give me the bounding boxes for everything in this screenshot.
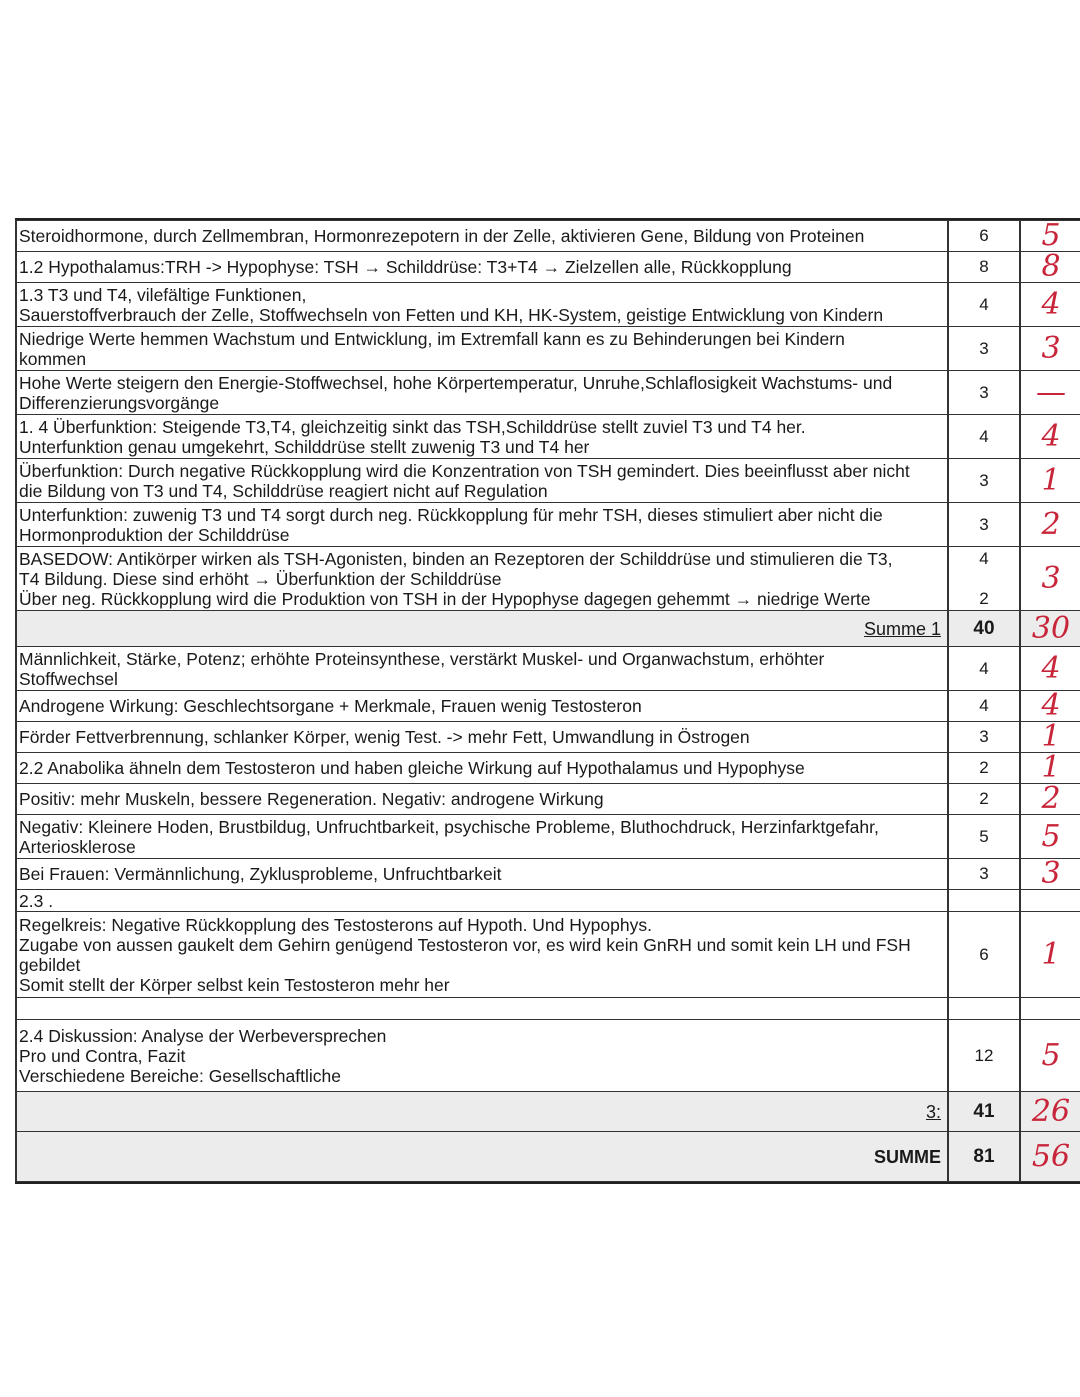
item-text	[16, 784, 948, 815]
awarded-points: 8	[1020, 252, 1080, 283]
table-row	[16, 252, 1080, 283]
max-points-value: 3	[979, 514, 989, 534]
max-points	[948, 859, 1020, 890]
max-points	[948, 722, 1020, 753]
table-row	[16, 327, 1080, 371]
item-line: Förder Fettverbrennung, schlanker Körper, wenig Test. -> mehr Fett, Umwandlung in Östrogen	[19, 727, 750, 747]
sum-max-3: 41	[948, 1092, 1020, 1132]
awarded-points: 1	[1020, 722, 1080, 753]
item-text	[16, 221, 948, 252]
item-text	[16, 459, 948, 503]
item-line: gebildet	[19, 954, 81, 975]
max-points-value: 4	[979, 294, 989, 314]
item-line: T4 Bildung. Diese sind erhöht → Überfunktion der Schilddrüse	[19, 568, 502, 589]
item-text	[16, 547, 948, 611]
item-line: 2.4 Diskussion: Analyse der Werbeversprechen	[19, 1025, 387, 1046]
item-text	[16, 327, 948, 371]
table-row	[16, 859, 1080, 890]
max-points	[948, 784, 1020, 815]
max-points-value: 8	[979, 257, 989, 276]
item-text	[16, 1020, 948, 1092]
grading-sheet	[15, 218, 1080, 1184]
item-text	[16, 415, 948, 459]
table-row	[16, 691, 1080, 722]
item-line: die Bildung von T3 und T4, Schilddrüse reagiert nicht auf Regulation	[19, 480, 548, 501]
item-text	[16, 691, 948, 722]
max-points-value: 6	[979, 226, 989, 245]
item-line	[19, 999, 945, 1019]
item-line: 2.3 .	[19, 890, 54, 911]
max-points	[948, 547, 1020, 611]
max-points-value: 3	[979, 470, 989, 490]
item-line: Stoffwechsel	[19, 668, 118, 689]
item-text	[16, 647, 948, 691]
max-points-value: 3	[979, 382, 989, 402]
max-points	[948, 415, 1020, 459]
awarded-points	[1020, 890, 1080, 912]
max-points	[948, 998, 1020, 1020]
awarded-points	[1020, 998, 1080, 1020]
item-line: Niedrige Werte hemmen Wachstum und Entwicklung, im Extremfall kann es zu Behinderungen bei Kindern	[19, 328, 845, 349]
awarded-points: 4	[1020, 691, 1080, 722]
item-line: Arteriosklerose	[19, 836, 136, 857]
item-line: kommen	[19, 348, 87, 369]
max-points	[948, 371, 1020, 415]
grading-table	[15, 220, 1080, 1182]
table-row	[16, 784, 1080, 815]
table-row	[16, 815, 1080, 859]
awarded-points: 4	[1020, 415, 1080, 459]
max-points	[948, 327, 1020, 371]
item-text	[16, 890, 948, 912]
totals	[16, 1092, 1080, 1182]
awarded-points: 2	[1020, 784, 1080, 815]
awarded-points: —	[1020, 371, 1080, 415]
max-points-value: 3	[979, 338, 989, 358]
item-line: 1.3 T3 und T4, vilefältige Funktionen,	[19, 284, 307, 305]
item-line: Differenzierungsvorgänge	[19, 392, 220, 413]
item-line: Zugabe von aussen gaukelt dem Gehirn genügend Testosteron vor, es wird kein GnRH und somit kein LH und FSH	[19, 934, 911, 955]
item-line: Über neg. Rückkopplung wird die Produktion von TSH in der Hypophyse dagegen gehemmt → niedrige Werte	[19, 588, 871, 609]
awarded-points: 1	[1020, 753, 1080, 784]
sum-score-1: 30	[1020, 611, 1080, 647]
max-points	[948, 647, 1020, 691]
item-line: Positiv: mehr Muskeln, bessere Regeneration. Negativ: androgene Wirkung	[19, 789, 604, 809]
sum-score-3: 26	[1020, 1092, 1080, 1132]
awarded-points: 2	[1020, 503, 1080, 547]
max-points	[948, 252, 1020, 283]
awarded-points: 1	[1020, 912, 1080, 998]
max-points	[948, 503, 1020, 547]
awarded-points: 1	[1020, 459, 1080, 503]
section-1-rows	[16, 218, 1080, 611]
table-row	[16, 547, 1080, 611]
sum-row-total	[16, 1132, 1080, 1182]
item-line: Sauerstoffverbrauch der Zelle, Stoffwechseln von Fetten und KH, HK-System, geistige Entwicklung von Kindern	[19, 304, 884, 325]
sum-label-1: Summe 1	[863, 618, 941, 639]
table-row	[16, 1020, 1080, 1092]
max-points-value: 4	[979, 426, 989, 446]
item-line: Androgene Wirkung: Geschlechtsorgane + Merkmale, Frauen wenig Testosteron	[19, 696, 642, 716]
awarded-points: 4	[1020, 647, 1080, 691]
sum-label-3: 3:	[925, 1101, 941, 1122]
awarded-points: 3	[1020, 327, 1080, 371]
max-points	[948, 815, 1020, 859]
item-text	[16, 998, 948, 1020]
awarded-points: 4	[1020, 283, 1080, 327]
item-line: Hormonproduktion der Schilddrüse	[19, 524, 290, 545]
awarded-points: 3	[1020, 547, 1080, 611]
table-row	[16, 753, 1080, 784]
table-row	[16, 998, 1080, 1020]
max-points	[948, 890, 1020, 912]
max-points-value: 6	[979, 944, 989, 964]
item-text	[16, 912, 948, 998]
sum-label-total: SUMME	[874, 1146, 941, 1167]
awarded-points: 5	[1020, 815, 1080, 859]
item-text	[16, 722, 948, 753]
awarded-points: 5	[1020, 1020, 1080, 1092]
item-line: Unterfunktion: zuwenig T3 und T4 sorgt durch neg. Rückkopplung für mehr TSH, dieses stimuliert aber nicht die	[19, 504, 883, 525]
table-row	[16, 722, 1080, 753]
sum-row-1	[16, 611, 1080, 647]
item-line: Hohe Werte steigern den Energie-Stoffwechsel, hohe Körpertemperatur, Unruhe,Schlaflosigkeit Wachstums- und	[19, 372, 893, 393]
item-text	[16, 252, 948, 283]
item-line: Regelkreis: Negative Rückkopplung des Testosterons auf Hypoth. Und Hypophys.	[19, 914, 652, 935]
max-points	[948, 1020, 1020, 1092]
section-1-sum	[16, 611, 1080, 647]
max-points	[948, 459, 1020, 503]
max-points	[948, 753, 1020, 784]
item-line: Negativ: Kleinere Hoden, Brustbildug, Unfruchtbarkeit, psychische Probleme, Bluthochdruck, Herzinfarktgefahr,	[19, 816, 879, 837]
sum-row-3	[16, 1092, 1080, 1132]
item-text	[16, 503, 948, 547]
sum-max-total: 81	[948, 1132, 1020, 1182]
item-line: Bei Frauen: Vermännlichung, Zyklusprobleme, Unfruchtbarkeit	[19, 864, 502, 884]
awarded-points: 5	[1020, 221, 1080, 252]
max-points-value: 4	[979, 658, 989, 678]
item-text	[16, 283, 948, 327]
max-points-value: 3	[979, 727, 989, 746]
item-text	[16, 371, 948, 415]
table-row	[16, 647, 1080, 691]
max-points-value: 4	[979, 548, 989, 568]
max-points-value-2: 2	[979, 588, 989, 608]
max-points-value: 3	[979, 864, 989, 883]
max-points-value: 5	[979, 826, 989, 846]
sum-score-total: 56	[1020, 1132, 1080, 1182]
item-line: Männlichkeit, Stärke, Potenz; erhöhte Proteinsynthese, verstärkt Muskel- und Organwachstum, erhöhter	[19, 648, 825, 669]
item-line: BASEDOW: Antikörper wirken als TSH-Agonisten, binden an Rezeptoren der Schilddrüse und stimulieren die T3,	[19, 548, 893, 569]
max-points	[948, 912, 1020, 998]
item-line: Steroidhormone, durch Zellmembran, Hormonrezepotern in der Zelle, aktivieren Gene, Bildung von Proteinen	[19, 226, 865, 246]
section-2-rows	[16, 647, 1080, 1092]
max-points	[948, 221, 1020, 252]
item-line: 2.2 Anabolika ähneln dem Testosteron und haben gleiche Wirkung auf Hypothalamus und Hypophyse	[19, 758, 805, 778]
item-line: Überfunktion: Durch negative Rückkopplung wird die Konzentration von TSH gemindert. Dies beeinflusst aber nicht	[19, 460, 910, 481]
max-points-value: 2	[979, 758, 989, 777]
item-line: 1.2 Hypothalamus:TRH -> Hypophyse: TSH → Schilddrüse: T3+T4 → Zielzellen alle, Rückkopplung	[19, 257, 792, 277]
item-text	[16, 815, 948, 859]
max-points-value: 4	[979, 696, 989, 715]
sum-max-1: 40	[948, 611, 1020, 647]
awarded-points: 3	[1020, 859, 1080, 890]
item-text	[16, 859, 948, 890]
table-row	[16, 371, 1080, 415]
item-line: Verschiedene Bereiche: Gesellschaftliche	[19, 1065, 341, 1086]
table-row	[16, 912, 1080, 998]
item-line: Unterfunktion genau umgekehrt, Schilddrüse stellt zuwenig T3 und T4 her	[19, 436, 590, 457]
item-line: Somit stellt der Körper selbst kein Testosteron mehr her	[19, 974, 450, 995]
table-row	[16, 503, 1080, 547]
table-row	[16, 221, 1080, 252]
item-text	[16, 753, 948, 784]
table-row	[16, 283, 1080, 327]
max-points	[948, 283, 1020, 327]
max-points	[948, 691, 1020, 722]
item-line: Pro und Contra, Fazit	[19, 1045, 186, 1066]
table-row	[16, 459, 1080, 503]
item-line: 1. 4 Überfunktion: Steigende T3,T4, gleichzeitig sinkt das TSH,Schilddrüse stellt zuviel T3 und T4 her.	[19, 416, 806, 437]
max-points-value: 12	[974, 1045, 994, 1065]
table-row	[16, 890, 1080, 912]
table-row	[16, 415, 1080, 459]
max-points-value: 2	[979, 789, 989, 808]
